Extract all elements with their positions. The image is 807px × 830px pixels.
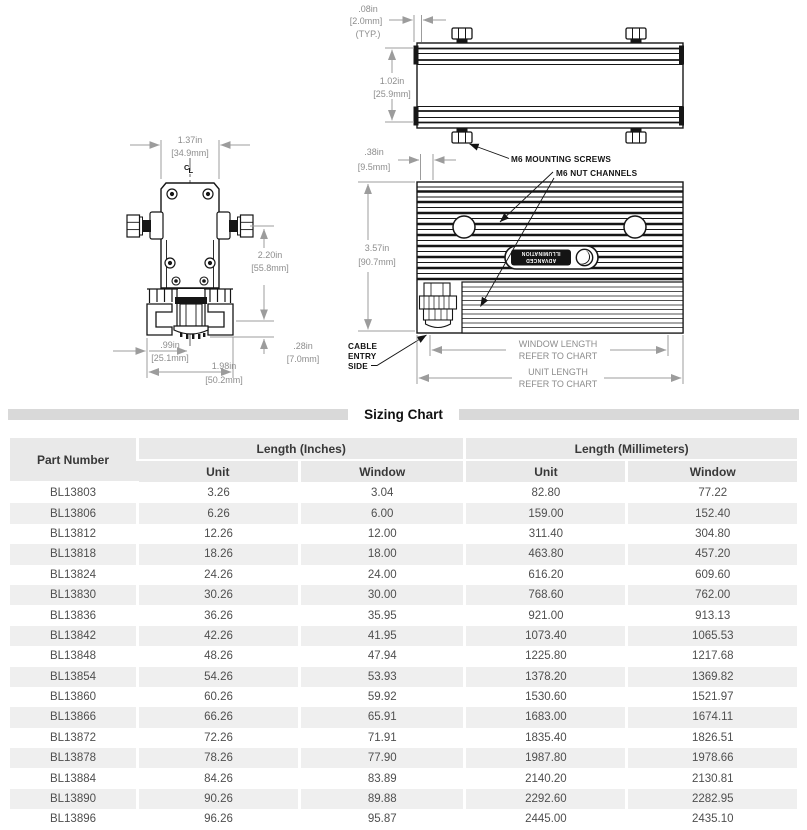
dim-unit-height	[358, 182, 415, 331]
unit-length-text: UNIT LENGTH	[528, 367, 588, 377]
dim-rail-height	[373, 48, 414, 122]
col-header-window-inches: Window	[300, 460, 465, 482]
cell-unit_in: 78.26	[137, 748, 299, 768]
dim-text: 1.98in	[211, 361, 237, 371]
cell-unit_in: 6.26	[137, 503, 299, 523]
cell-unit_in: 36.26	[137, 605, 299, 625]
brand-badge	[505, 246, 598, 269]
table-row	[10, 524, 797, 544]
cell-part: BL13818	[49, 548, 97, 561]
dim-text: [90.7mm]	[358, 257, 396, 267]
technical-drawing	[0, 0, 807, 400]
mounting-bolt	[452, 128, 646, 144]
col-header-part-number: Part Number	[10, 438, 137, 482]
cell-window_in: 30.00	[300, 585, 465, 605]
window-length-text: WINDOW LENGTH	[518, 339, 598, 349]
cell-unit_mm: 82.80	[465, 482, 627, 503]
cell-window_mm: 1978.66	[627, 748, 797, 768]
centerline-symbol-l: L	[188, 166, 194, 175]
cell-window_mm: 304.80	[627, 524, 797, 544]
cell-window_mm: 1217.68	[627, 646, 797, 666]
dim-window-length	[430, 335, 668, 361]
table-row	[10, 544, 797, 564]
cell-window_in: 24.00	[300, 565, 465, 585]
cell-part: BL13866	[49, 711, 97, 724]
title-bar-left	[8, 409, 348, 420]
col-header-unit-inches: Unit	[137, 460, 299, 482]
cell-unit_mm: 616.20	[465, 565, 627, 585]
cell-unit_in: 72.26	[137, 728, 299, 748]
cell-unit_in: 18.26	[137, 544, 299, 564]
dim-text: 1.37in	[177, 135, 203, 145]
dim-edge-offset	[358, 147, 456, 180]
col-header-window-mm: Window	[627, 460, 797, 482]
cell-window_in: 83.89	[300, 768, 465, 788]
cell-part: BL13878	[49, 752, 97, 765]
cell-window_mm: 457.20	[627, 544, 797, 564]
cell-unit_mm: 768.60	[465, 585, 627, 605]
dim-text: [25.9mm]	[373, 89, 411, 99]
cell-window_mm: 1369.82	[627, 667, 797, 687]
side-bolt-right	[217, 212, 253, 239]
table-row	[10, 626, 797, 646]
cell-part: BL13824	[49, 568, 97, 581]
mounting-screws-label: M6 MOUNTING SCREWS	[511, 155, 612, 164]
cell-unit_in: 60.26	[137, 687, 299, 707]
cell-part: BL13854	[49, 670, 97, 683]
cell-unit_in: 3.26	[137, 482, 299, 503]
svg-text:SIDE: SIDE	[348, 362, 368, 371]
cell-part: BL13806	[49, 507, 97, 520]
svg-text:CABLE: CABLE	[348, 342, 378, 351]
cell-unit_in: 66.26	[137, 707, 299, 727]
dim-text: .08in	[358, 4, 378, 14]
cell-unit_mm: 1530.60	[465, 687, 627, 707]
cell-unit_in: 96.26	[137, 809, 299, 829]
cell-part: BL13830	[49, 589, 97, 602]
drawing-canvas	[0, 0, 807, 400]
unit-length-text: REFER TO CHART	[518, 379, 598, 389]
cell-window_mm: 762.00	[627, 585, 797, 605]
cell-window_in: 41.95	[300, 626, 465, 646]
cell-unit_in: 54.26	[137, 667, 299, 687]
cell-unit_mm: 159.00	[465, 503, 627, 523]
mounting-bolt	[452, 28, 646, 44]
cell-window_in: 59.92	[300, 687, 465, 707]
col-group-inches: Length (Inches)	[137, 438, 464, 460]
lens-assembly	[174, 289, 208, 339]
table-row	[10, 667, 797, 687]
cell-unit_mm: 1835.40	[465, 728, 627, 748]
cell-window_mm: 609.60	[627, 565, 797, 585]
end-view-drawing	[113, 135, 319, 385]
cell-part: BL13884	[49, 772, 97, 785]
c-channel-left	[147, 304, 172, 335]
cell-part: BL13860	[49, 691, 97, 704]
cell-part: BL13812	[49, 527, 97, 540]
cell-unit_mm: 463.80	[465, 544, 627, 564]
cell-window_in: 71.91	[300, 728, 465, 748]
cell-window_in: 47.94	[300, 646, 465, 666]
cell-window_mm: 77.22	[627, 482, 797, 503]
cell-unit_mm: 921.00	[465, 605, 627, 625]
cell-part: BL13848	[49, 650, 97, 663]
dim-body-height	[236, 226, 289, 321]
cell-window_mm: 1826.51	[627, 728, 797, 748]
cell-window_in: 65.91	[300, 707, 465, 727]
cell-window_mm: 2130.81	[627, 768, 797, 788]
cell-part: BL13890	[49, 793, 97, 806]
table-row	[10, 707, 797, 727]
table-row	[10, 789, 797, 809]
dim-screw-gap	[350, 4, 446, 42]
cell-window_in: 3.04	[300, 482, 465, 503]
cell-unit_mm: 1683.00	[465, 707, 627, 727]
dim-channel-depth	[210, 337, 319, 364]
dim-text: .28in	[293, 341, 313, 351]
dim-text: 2.20in	[257, 250, 283, 260]
sizing-chart-title: Sizing Chart	[364, 406, 443, 422]
table-row	[10, 605, 797, 625]
cell-unit_mm: 2445.00	[465, 809, 627, 829]
table-row	[10, 585, 797, 605]
cell-window_in: 77.90	[300, 748, 465, 768]
cell-unit_mm: 2140.20	[465, 768, 627, 788]
dim-text: 3.57in	[364, 243, 390, 253]
cell-unit_in: 30.26	[137, 585, 299, 605]
cell-part: BL13872	[49, 731, 97, 744]
table-row	[10, 728, 797, 748]
cell-part: BL13842	[49, 629, 97, 642]
badge-text: ADVANCED	[525, 257, 557, 263]
cell-window_in: 89.88	[300, 789, 465, 809]
cell-window_mm: 913.13	[627, 605, 797, 625]
table-row	[10, 646, 797, 666]
cell-part: BL13803	[49, 487, 97, 500]
side-hole-left	[453, 216, 475, 238]
cell-unit_in: 90.26	[137, 789, 299, 809]
side-bolt-left	[127, 212, 163, 239]
col-header-unit-mm: Unit	[465, 460, 627, 482]
cell-window_in: 95.87	[300, 809, 465, 829]
window-length-text: REFER TO CHART	[518, 351, 598, 361]
dim-text: [9.5mm]	[357, 162, 391, 172]
table-row	[10, 768, 797, 788]
badge-text: ILLUMINATION	[521, 250, 561, 256]
dim-text: [55.8mm]	[251, 263, 289, 273]
dim-text: [25.1mm]	[151, 353, 189, 363]
window-block	[462, 282, 683, 333]
dim-text: [2.0mm]	[349, 16, 383, 26]
cell-unit_mm: 311.40	[465, 524, 627, 544]
dim-text: [7.0mm]	[286, 354, 320, 364]
nut-channels-label: M6 NUT CHANNELS	[556, 169, 638, 178]
cell-part: BL13836	[49, 609, 97, 622]
col-group-millimeters: Length (Millimeters)	[465, 438, 797, 460]
cell-unit_mm: 1073.40	[465, 626, 627, 646]
cell-unit_in: 12.26	[137, 524, 299, 544]
top-view-drawing	[350, 4, 684, 143]
centerline-symbol: C	[184, 163, 190, 172]
cable-entry-leader	[371, 335, 427, 366]
sizing-table	[10, 438, 797, 830]
dim-text: [34.9mm]	[171, 148, 209, 158]
cell-window_mm: 152.40	[627, 503, 797, 523]
table-row	[10, 565, 797, 585]
dim-text: (TYP.)	[355, 29, 381, 39]
sizing-table-container	[10, 438, 797, 830]
unit-plan-outline	[417, 43, 683, 128]
cell-unit_mm: 1987.80	[465, 748, 627, 768]
cable-entry-label	[348, 335, 427, 371]
svg-text:ENTRY: ENTRY	[348, 352, 377, 361]
cell-unit_mm: 1225.80	[465, 646, 627, 666]
mounting-screws-leader	[470, 144, 510, 159]
cell-window_in: 53.93	[300, 667, 465, 687]
table-row	[10, 748, 797, 768]
dim-text: .38in	[364, 147, 384, 157]
cell-part: BL13896	[49, 813, 97, 826]
cell-unit_mm: 2292.60	[465, 789, 627, 809]
cell-window_in: 18.00	[300, 544, 465, 564]
title-bar-right	[459, 409, 799, 420]
table-row	[10, 503, 797, 523]
cell-unit_in: 84.26	[137, 768, 299, 788]
cell-window_in: 12.00	[300, 524, 465, 544]
cell-window_mm: 1674.11	[627, 707, 797, 727]
cell-unit_in: 24.26	[137, 565, 299, 585]
cell-window_in: 35.95	[300, 605, 465, 625]
cell-unit_in: 48.26	[137, 646, 299, 666]
sizing-table-body	[10, 482, 797, 830]
side-hole-right	[624, 216, 646, 238]
cell-window_mm: 2282.95	[627, 789, 797, 809]
c-channel-right	[208, 304, 233, 335]
cell-window_in: 6.00	[300, 503, 465, 523]
dim-text: .99in	[160, 340, 180, 350]
cell-unit_mm: 1378.20	[465, 667, 627, 687]
cell-window_mm: 1065.53	[627, 626, 797, 646]
cell-window_mm: 2435.10	[627, 809, 797, 829]
cell-window_mm: 1521.97	[627, 687, 797, 707]
cell-unit_in: 42.26	[137, 626, 299, 646]
table-row	[10, 687, 797, 707]
dim-text: 1.02in	[379, 76, 405, 86]
sizing-chart-header	[8, 405, 799, 423]
side-view-drawing	[348, 144, 683, 389]
table-row	[10, 482, 797, 503]
dim-text: [50.2mm]	[205, 375, 243, 385]
